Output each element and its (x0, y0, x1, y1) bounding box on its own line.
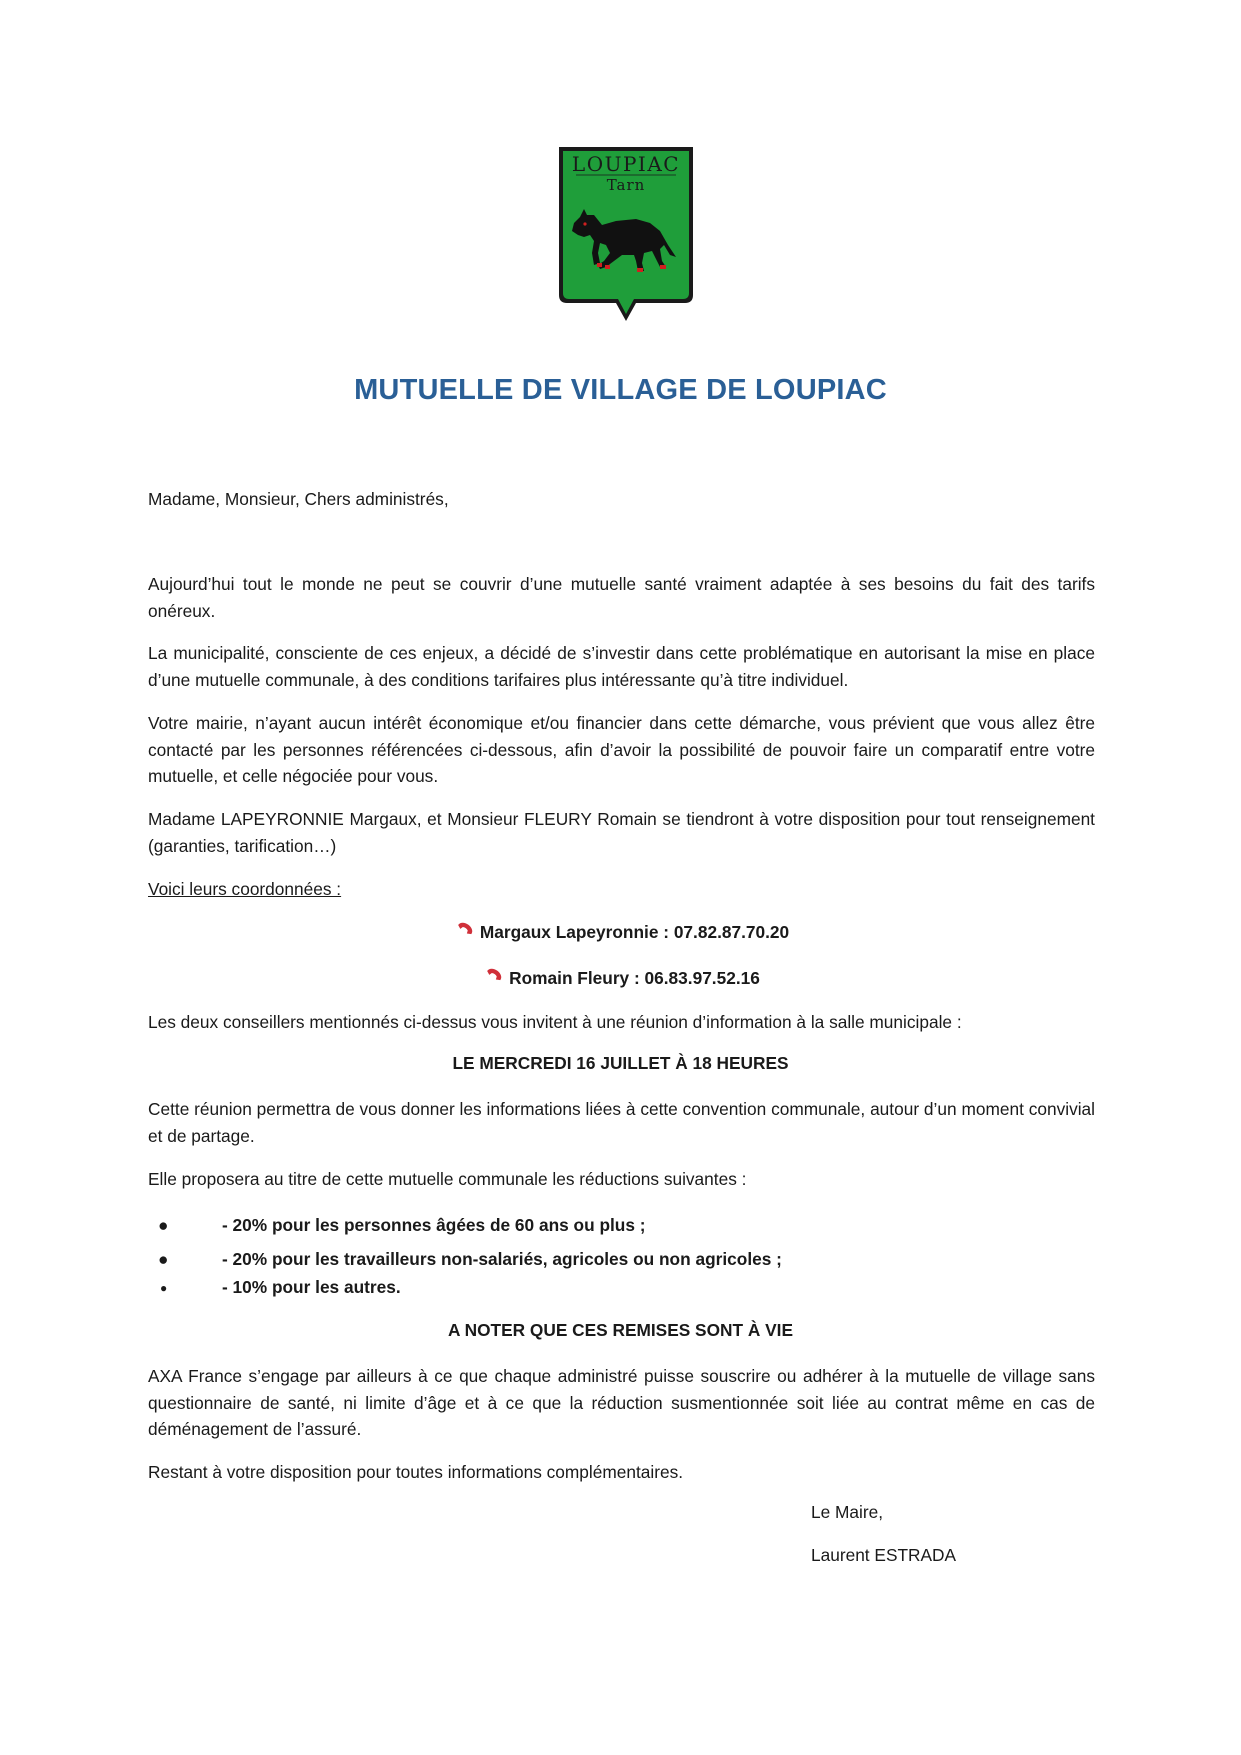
signature-name: Laurent ESTRADA (811, 1545, 957, 1565)
contact-label: Romain Fleury : 06.83.97.52.16 (509, 968, 760, 988)
bullet-icon: ● (160, 1281, 168, 1295)
paragraph-1: Aujourd’hui tout le monde ne peut se couvrir d’une mutuelle santé vraiment adaptée à ses besoins du fait des tarifs onéreux. (148, 574, 1095, 621)
meeting-date: LE MERCREDI 16 JUILLET À 18 HEURES (452, 1053, 789, 1073)
phone-icon (452, 922, 474, 942)
bullet-icon: ● (158, 1215, 169, 1235)
phone-icon (481, 968, 503, 988)
signature-role: Le Maire, (811, 1502, 884, 1522)
crest-sub-text: Tarn (606, 176, 646, 194)
bullet-icon: ● (158, 1249, 169, 1269)
paragraph-3: Votre mairie, n’ayant aucun intérêt économique et/ou financier dans cette démarche, vous prévient que vous allez être contacté par les personnes référencées ci-dessous, afin d’avoir la possibilité de pouvoir faire un comparatif entre votre mutuelle, et celle négociée pour vous. (148, 713, 1095, 786)
contact-label: Margaux Lapeyronnie : 07.82.87.70.20 (479, 922, 790, 942)
contact-margaux (0, 922, 1241, 943)
crest-name-text: LOUPIAC (571, 152, 681, 176)
paragraph-5: Les deux conseillers mentionnés ci-dessus vous invitent à une réunion d’information à la salle municipale : (148, 1012, 962, 1032)
loupiac-crest-logo (556, 145, 696, 323)
contacts-intro: Voici leurs coordonnées : (148, 879, 342, 899)
contact-romain (0, 968, 1241, 989)
discount-note: A NOTER QUE CES REMISES SONT À VIE (447, 1320, 794, 1340)
paragraph-9: Restant à votre disposition pour toutes informations complémentaires. (148, 1462, 684, 1482)
paragraph-6: Cette réunion permettra de vous donner les informations liées à cette convention communale, autour d’un moment convivial et de partage. (148, 1099, 1095, 1146)
salutation: Madame, Monsieur, Chers administrés, (148, 489, 449, 509)
paragraph-2: La municipalité, consciente de ces enjeux, a décidé de s’investir dans cette problématique en autorisant la mise en place d’une mutuelle communale, à des conditions tarifaires plus intéressante qu’à titre individuel. (148, 643, 1095, 690)
letter-page: LOUPIAC Tarn MUTUELLE DE VILLAGE DE LOUPIAC Madame, Monsieur, Chers administrés, Aujourd’hui tout le monde ne peut se couvrir d’une mutuelle santé vraiment adaptée à ses besoins du fait des tarifs onéreux. La municipalité, consciente de ces enjeux, a décidé de s’investir dans cette problématique en autorisant la mise en place d’une mutuelle communale, à des conditions tarifaires plus intéressante qu’à titre individuel. Votre mairie, n’ayant aucun intérêt économique et/ou financier dans cette démarche, vous prévient que vous allez être contacté par les personnes référencées ci-dessous, afin d’avoir la possibilité de pouvoir faire un comparatif entre votre mutuelle, et celle négociée pour vous. Madame LAPEYRONNIE Margaux, et Monsieur FLEURY Romain se tiendront à votre disposition pour tout renseignement (garanties, tarification…) Voici leurs coordonnées : Margaux Lapeyronnie : 07.82.87.70.20 Romain Fleury : 06.83.97.52.16 Les deux conseillers mentionnés ci-dessus vous invitent à une réunion d’information à la salle municipale : LE MERCREDI 16 JUILLET À 18 HEURES Cette réunion permettra de vous donner les informations liées à cette convention communale, autour d’un moment convivial et de partage. Elle proposera au titre de cette mutuelle communale les réductions suivantes : ● - 20% pour les personnes âgées de 60 ans ou plus ; ● - 20% pour les travailleurs non-salariés, agricoles ou non agricoles ; ● - 10% pour les autres. A NOTER QUE CES REMISES SONT À VIE AXA France s’engage par ailleurs à ce que chaque administré puisse souscrire ou adhérer à la mutuelle de village sans questionnaire de santé, ni limite d’âge et à ce que la réduction susmentionnée soit liée au contrat même en cas de déménagement de l’assuré. Restant à votre disposition pour toutes informations complémentaires. Le Maire, Laurent ESTRADA (0, 0, 1241, 1755)
paragraph-8: AXA France s’engage par ailleurs à ce que chaque administré puisse souscrire ou adhérer à la mutuelle de village sans questionnaire de santé, ni limite d’âge et à ce que la réduction susmentionnée soit liée au contrat même en cas de déménagement de l’assuré. (148, 1366, 1095, 1439)
paragraph-7: Elle proposera au titre de cette mutuelle communale les réductions suivantes : (148, 1169, 747, 1189)
paragraph-4: Madame LAPEYRONNIE Margaux, et Monsieur FLEURY Romain se tiendront à votre disposition pour tout renseignement (garanties, tarification…) (148, 809, 1095, 856)
page-title: MUTUELLE DE VILLAGE DE LOUPIAC (354, 374, 887, 406)
